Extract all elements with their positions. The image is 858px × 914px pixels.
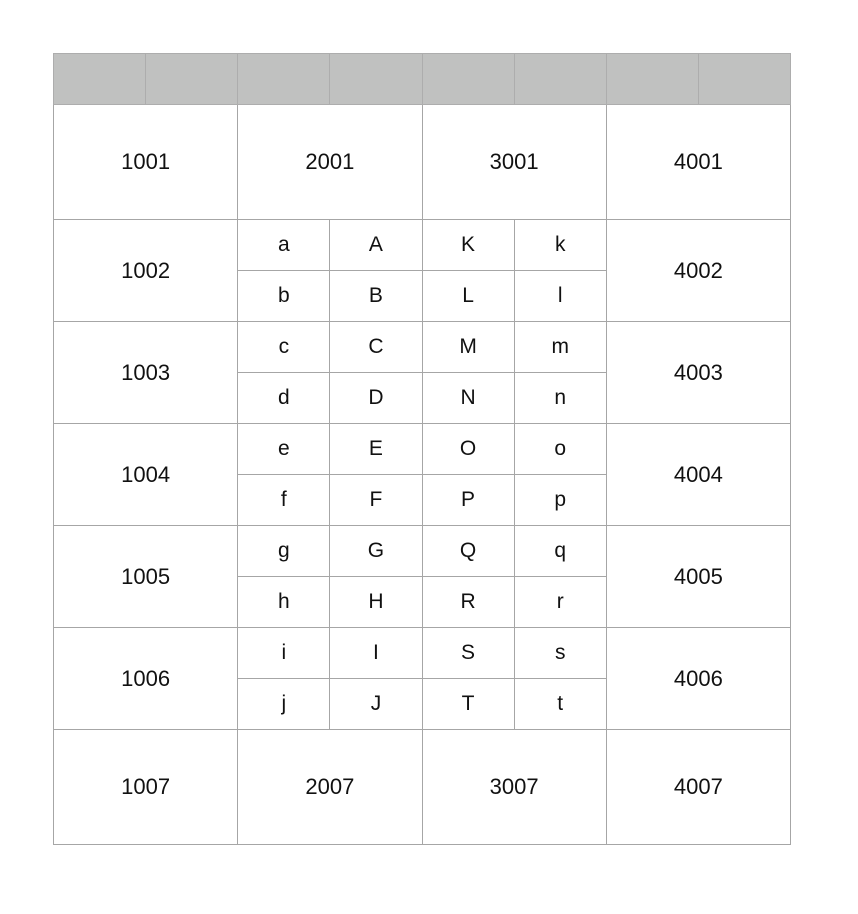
top-cell-1: 1001 <box>54 105 238 220</box>
header-cell <box>422 54 514 105</box>
letter-cell: A <box>330 220 422 271</box>
letter-cell: L <box>422 271 514 322</box>
letter-cell: R <box>422 577 514 628</box>
letter-cell: C <box>330 322 422 373</box>
letter-cell: I <box>330 628 422 679</box>
letter-cell: f <box>238 475 330 526</box>
letter-cell: h <box>238 577 330 628</box>
letter-cell: s <box>514 628 606 679</box>
header-cell <box>606 54 698 105</box>
letter-cell: q <box>514 526 606 577</box>
letter-cell: G <box>330 526 422 577</box>
header-cell <box>330 54 422 105</box>
header-cell <box>146 54 238 105</box>
row-label-left: 1005 <box>54 526 238 628</box>
bottom-row <box>54 730 791 845</box>
letter-cell: B <box>330 271 422 322</box>
letter-cell: j <box>238 679 330 730</box>
letter-cell: M <box>422 322 514 373</box>
bottom-cell-2: 2007 <box>238 730 422 845</box>
letter-cell: c <box>238 322 330 373</box>
letter-cell: P <box>422 475 514 526</box>
header-cell <box>238 54 330 105</box>
letter-cell: J <box>330 679 422 730</box>
letter-cell: T <box>422 679 514 730</box>
row-label-right: 4004 <box>606 424 790 526</box>
letter-cell: a <box>238 220 330 271</box>
letter-cell: l <box>514 271 606 322</box>
letter-cell: k <box>514 220 606 271</box>
letter-cell: m <box>514 322 606 373</box>
letter-row <box>54 322 791 373</box>
grid-table <box>53 53 791 845</box>
top-row <box>54 105 791 220</box>
letter-cell: e <box>238 424 330 475</box>
letter-cell: d <box>238 373 330 424</box>
header-row <box>54 54 791 105</box>
top-cell-2: 2001 <box>238 105 422 220</box>
letter-cell: i <box>238 628 330 679</box>
letter-cell: g <box>238 526 330 577</box>
letter-cell: S <box>422 628 514 679</box>
row-label-left: 1002 <box>54 220 238 322</box>
letter-cell: Q <box>422 526 514 577</box>
letter-row <box>54 424 791 475</box>
letter-row <box>54 628 791 679</box>
row-label-right: 4005 <box>606 526 790 628</box>
bottom-cell-1: 1007 <box>54 730 238 845</box>
header-cell <box>54 54 146 105</box>
letter-cell: K <box>422 220 514 271</box>
letter-cell: b <box>238 271 330 322</box>
header-cell <box>698 54 790 105</box>
row-label-left: 1006 <box>54 628 238 730</box>
grid-body <box>54 54 791 845</box>
top-cell-4: 4001 <box>606 105 790 220</box>
row-label-right: 4006 <box>606 628 790 730</box>
letter-cell: N <box>422 373 514 424</box>
letter-cell: F <box>330 475 422 526</box>
letter-cell: o <box>514 424 606 475</box>
top-cell-3: 3001 <box>422 105 606 220</box>
letter-row <box>54 526 791 577</box>
letter-cell: D <box>330 373 422 424</box>
letter-cell: O <box>422 424 514 475</box>
header-cell <box>514 54 606 105</box>
letter-cell: t <box>514 679 606 730</box>
row-label-left: 1003 <box>54 322 238 424</box>
row-label-left: 1004 <box>54 424 238 526</box>
letter-cell: H <box>330 577 422 628</box>
letter-cell: E <box>330 424 422 475</box>
row-label-right: 4002 <box>606 220 790 322</box>
letter-row <box>54 220 791 271</box>
bottom-cell-3: 3007 <box>422 730 606 845</box>
letter-cell: n <box>514 373 606 424</box>
row-label-right: 4003 <box>606 322 790 424</box>
bottom-cell-4: 4007 <box>606 730 790 845</box>
letter-cell: p <box>514 475 606 526</box>
letter-cell: r <box>514 577 606 628</box>
